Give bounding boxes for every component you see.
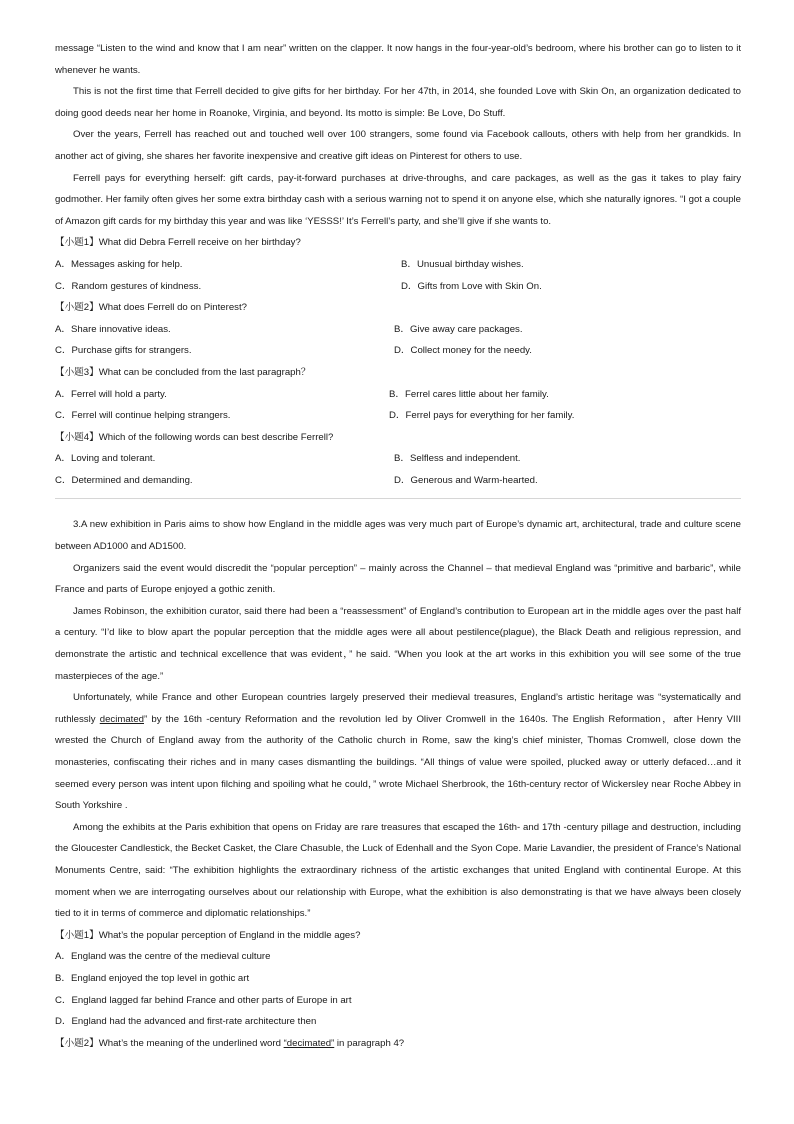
option-a[interactable]: A．Messages asking for help. xyxy=(55,258,183,270)
option-c[interactable]: C．Purchase gifts for strangers. xyxy=(55,345,192,357)
passage2-paragraph-2: This is not the first time that Ferrell decided to give gifts for her birthday. For her 47th, in 2014, she founded Love with Skin On, an organization dedicated to doing good deeds near her home in Roanoke, Virginia, and beyond. Its motto is simple: Be Love, Do Stuff. xyxy=(55,86,741,119)
question-stem: 【小题1】What’s the popular perception of England in the middle ages? xyxy=(55,929,361,941)
question-stem: 【小题3】What can be concluded from the last paragraph？ xyxy=(55,366,311,378)
passage2-paragraph-1: message “Listen to the wind and know that I am near” written on the clapper. It now hangs in the four-year-old’s bedroom, where his brother can go to listen to it whenever he wants. xyxy=(55,43,741,76)
passage2-paragraph-4: Ferrell pays for everything herself: gift cards, pay-it-forward purchases at drive-throughs, and care packages, as well as the gas it takes to play fairy godmother. Her family often gives her some extra birthday cash with a serious warning not to spend it on anyone else, which she naturally ignores. “I got a couple of Amazon gift cards for my birthday this year and was like ‘YESSS!’ It’s Ferrell’s party, and she’ll give if she wants to. xyxy=(55,172,741,227)
question-stem: 【小题1】What did Debra Ferrell receive on her birthday? xyxy=(55,237,301,249)
paragraph-text: Unfortunately, while France and other European countries largely preserved their medieval treasures, England’s artistic heritage was “systematically and ruthlessly xyxy=(55,692,741,725)
passage3-paragraph-4 xyxy=(55,687,741,817)
option-a[interactable]: A．England was the centre of the medieval culture xyxy=(55,951,271,963)
option-d[interactable]: D．Generous and Warm-hearted. xyxy=(394,474,538,486)
option-row xyxy=(55,254,741,276)
option-a[interactable]: A．Share innovative ideas. xyxy=(55,323,171,335)
document-page xyxy=(55,38,741,1054)
underlined-word: decimated xyxy=(99,713,144,725)
underlined-word: “decimated” xyxy=(283,1037,335,1049)
passage3-paragraph-3: James Robinson, the exhibition curator, said there had been a “reassessment” of England’s contribution to European art in the middle ages over the past half a century. “I’d like to blow apart the popular perception that the middle ages were all about pestilence(plague), the Black Death and religious repression, and demonstrate the artistic and technical excellence that was evident，” he said. “When you look at the art works in this exhibition you will see some of the true masterpieces of the age.” xyxy=(55,605,741,682)
question-text: 【小题2】What’s the meaning of the underlined word xyxy=(55,1037,284,1049)
option-row xyxy=(55,448,741,470)
question-stem xyxy=(55,1033,741,1055)
question-text: in paragraph 4? xyxy=(334,1037,405,1049)
passage3-paragraph-5: Among the exhibits at the Paris exhibition that opens on Friday are rare treasures that escaped the 16th- and 17th -century pillage and destruction, including the Gloucester Candlestick, the Becket Casket, the Clare Chasuble, the Luck of Edenhall and the Syon Cope. Marie Lavandier, the president of France’s National Monuments Centre, said: “The exhibition highlights the extraordinary richness of the artistic exchanges that united England with continental Europe. At this moment when we are interrogating ourselves about our relationship with Europe, what the exhibition is also demonstrating is that we have always been closely tied to it in terms of commerce and diplomatic relationships.” xyxy=(55,821,741,920)
option-d[interactable]: D．Ferrel pays for everything for her family. xyxy=(389,410,575,422)
option-d[interactable]: D．Collect money for the needy. xyxy=(394,345,532,357)
option-b[interactable]: B．Unusual birthday wishes. xyxy=(401,258,524,270)
option-a[interactable]: A．Loving and tolerant. xyxy=(55,453,156,465)
option-b[interactable]: B．Selfless and independent. xyxy=(394,453,521,465)
option-c[interactable]: C．England lagged far behind France and other parts of Europe in art xyxy=(55,994,352,1006)
option-row xyxy=(55,276,741,298)
option-c[interactable]: C．Random gestures of kindness. xyxy=(55,280,202,292)
option-a[interactable]: A．Ferrel will hold a party. xyxy=(55,388,167,400)
question-stem: 【小题4】Which of the following words can best describe Ferrell? xyxy=(55,431,334,443)
section-divider xyxy=(55,498,741,499)
passage3-paragraph-2: Organizers said the event would discredit the “popular perception” – mainly across the Channel – that medieval England was “primitive and barbaric”, while France and parts of Europe enjoyed a gothic zenith. xyxy=(55,562,741,596)
option-row xyxy=(55,470,741,492)
option-row xyxy=(55,405,741,427)
option-row xyxy=(55,319,741,341)
paragraph-text: ” by the 16th -century Reformation and the revolution led by Oliver Cromwell in the 1640s. The English Reformation，after Henry VIII wrested the Church of England away from the authority of the Catholic church in Rome, saw the king’s chief minister, Thomas Cromwell, close down the monasteries, confiscating their riches and in many cases dismantling the buildings. “All things of value were spoiled, plucked away or utterly defaced…and it seemed every person was intent upon filching and spoiling what he could，” wrote Michael Sherbrook, the 16th-century rector of Wickersley near Roche Abbey in South Yorkshire . xyxy=(55,713,741,812)
option-b[interactable]: B．Give away care packages. xyxy=(394,323,523,335)
option-row xyxy=(55,340,741,362)
question-stem: 【小题2】What does Ferrell do on Pinterest? xyxy=(55,302,247,314)
passage2-paragraph-3: Over the years, Ferrell has reached out and touched well over 100 strangers, some found via Facebook callouts, others with help from her grandkids. In another act of giving, she shares her favorite inexpensive and creative gift ideas on Pinterest for others to use. xyxy=(55,129,741,162)
option-b[interactable]: B．Ferrel cares little about her family. xyxy=(389,388,549,400)
option-d[interactable]: D．Gifts from Love with Skin On. xyxy=(401,280,542,292)
option-b[interactable]: B．England enjoyed the top level in gothic art xyxy=(55,972,250,984)
option-c[interactable]: C．Determined and demanding. xyxy=(55,474,193,486)
passage3-paragraph-1: 3.A new exhibition in Paris aims to show how England in the middle ages was very much part of Europe’s dynamic art, architectural, trade and culture scene between AD1000 and AD1500. xyxy=(55,519,741,553)
option-c[interactable]: C．Ferrel will continue helping strangers. xyxy=(55,410,231,422)
option-d[interactable]: D．England had the advanced and first-rate architecture then xyxy=(55,1016,317,1028)
option-row xyxy=(55,384,741,406)
